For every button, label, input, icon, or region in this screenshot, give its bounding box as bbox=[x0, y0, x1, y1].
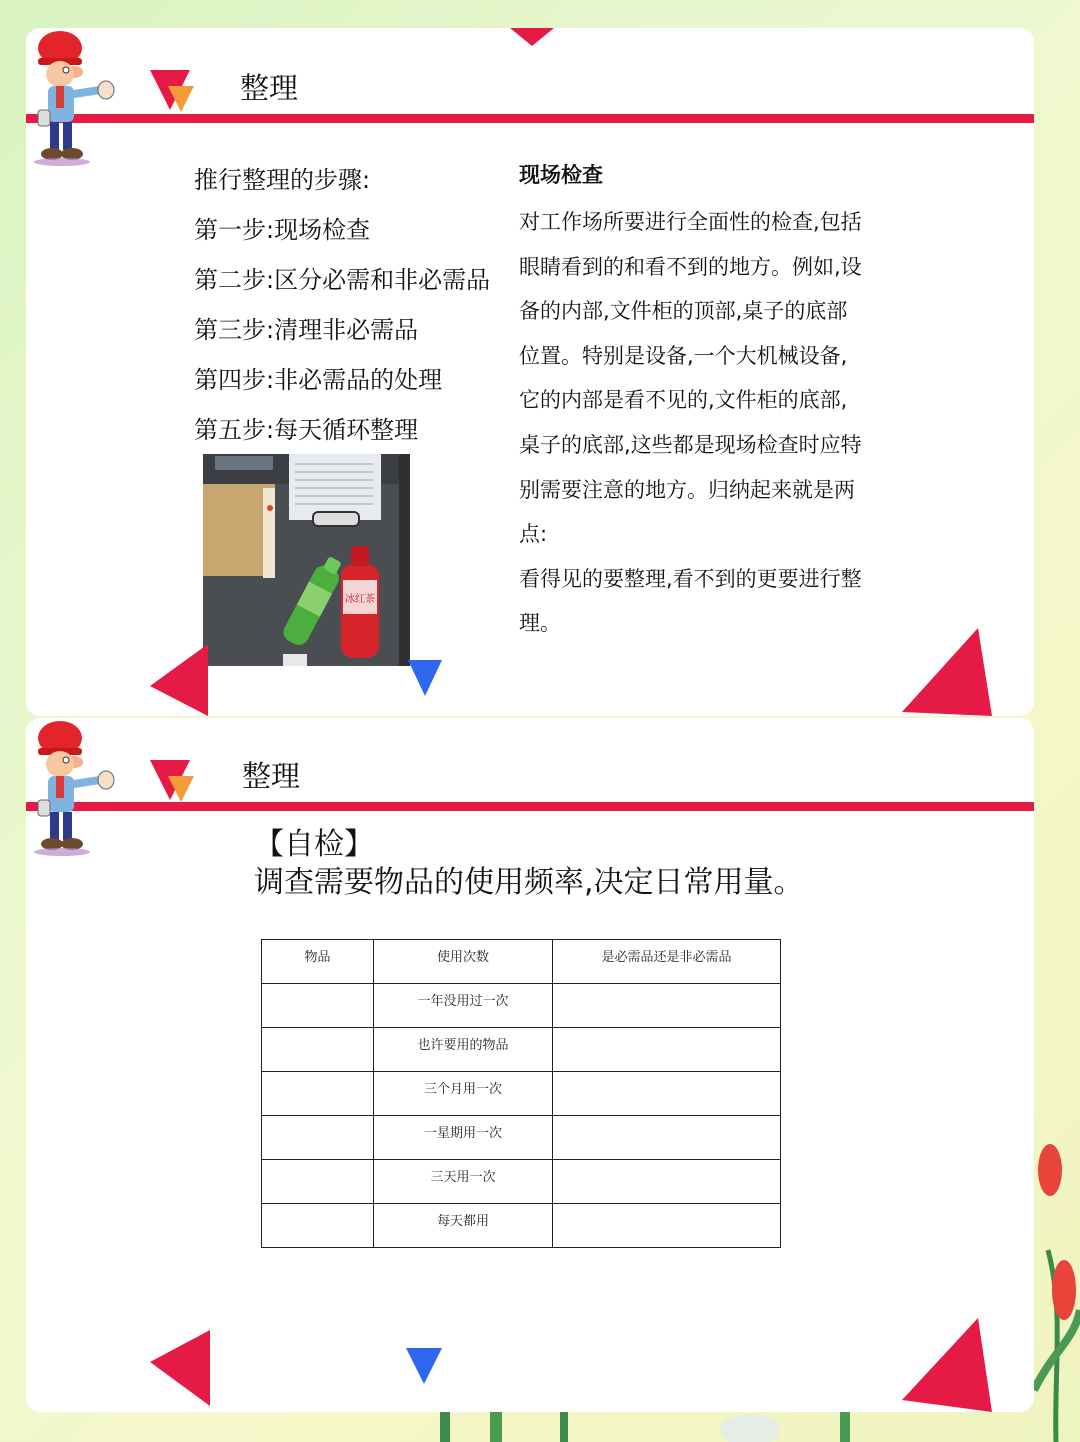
triangle-icon bbox=[150, 644, 210, 716]
table-cell bbox=[553, 1072, 781, 1116]
inspection-line: 它的内部是看不见的,文件柜的底部, bbox=[519, 388, 848, 413]
table-cell: 每天都用 bbox=[374, 1204, 553, 1248]
table-cell bbox=[262, 1116, 374, 1160]
selfcheck-block bbox=[254, 826, 804, 902]
flower-decoration bbox=[420, 1412, 900, 1442]
inspection-text bbox=[519, 158, 869, 646]
table-header-row bbox=[262, 940, 781, 984]
table-header: 使用次数 bbox=[374, 940, 553, 984]
table-row bbox=[262, 1116, 781, 1160]
inspection-line: 备的内部,文件柜的顶部,桌子的底部 bbox=[519, 299, 848, 324]
inspection-line: 看得见的要整理,看不到的更要进行整 bbox=[519, 566, 862, 591]
table-cell bbox=[553, 1160, 781, 1204]
inspection-line: 对工作场所要进行全面性的检查,包括 bbox=[519, 210, 862, 234]
table-row bbox=[262, 1160, 781, 1204]
inspection-line: 位置。特别是设备,一个大机械设备, bbox=[519, 343, 848, 368]
inspection-line: 别需要注意的地方。归纳起来就是两点: bbox=[519, 477, 855, 547]
table-cell bbox=[262, 984, 374, 1028]
table-cell bbox=[553, 1204, 781, 1248]
worker-mascot-icon bbox=[30, 718, 120, 860]
triangle-icon bbox=[902, 628, 994, 716]
table-row bbox=[262, 1028, 781, 1072]
triangle-icon bbox=[408, 658, 444, 696]
bottle-label: 冰红茶 bbox=[345, 594, 375, 605]
title-triangle-icon bbox=[150, 758, 198, 804]
table-header: 物品 bbox=[262, 940, 374, 984]
drawer-photo bbox=[203, 454, 410, 666]
title-triangle-icon bbox=[150, 68, 198, 114]
step-item: 第四步:非必需品的处理 bbox=[194, 366, 443, 394]
slide-2 bbox=[26, 718, 1034, 1412]
inspection-line: 眼睛看到的和看不到的地方。例如,设 bbox=[519, 254, 862, 279]
triangle-icon bbox=[510, 28, 554, 48]
flower-decoration bbox=[1034, 1130, 1080, 1442]
table-cell bbox=[262, 1028, 374, 1072]
steps-heading: 推行整理的步骤: bbox=[194, 166, 371, 194]
step-item: 第三步:清理非必需品 bbox=[194, 316, 419, 344]
steps-list bbox=[194, 160, 490, 460]
table-cell bbox=[553, 1028, 781, 1072]
table-row bbox=[262, 984, 781, 1028]
table-cell: 三个月用一次 bbox=[374, 1072, 553, 1116]
step-item: 第二步:区分必需和非必需品 bbox=[194, 266, 491, 294]
table-cell: 三天用一次 bbox=[374, 1160, 553, 1204]
table-cell: 一年没用过一次 bbox=[374, 984, 553, 1028]
table-cell bbox=[553, 1116, 781, 1160]
table-cell bbox=[262, 1160, 374, 1204]
header-bar bbox=[26, 114, 1034, 123]
table-row bbox=[262, 1204, 781, 1248]
slide-title: 整理 bbox=[240, 71, 299, 105]
step-item: 第一步:现场检查 bbox=[194, 216, 371, 244]
table-cell bbox=[262, 1072, 374, 1116]
selfcheck-text: 调查需要物品的使用频率,决定日常用量。 bbox=[254, 865, 804, 900]
table-header: 是必需品还是非必需品 bbox=[553, 940, 781, 984]
selfcheck-label: 【自检】 bbox=[254, 827, 374, 862]
inspection-line: 桌子的底部,这些都是现场检查时应特 bbox=[519, 432, 862, 457]
table-cell: 一星期用一次 bbox=[374, 1116, 553, 1160]
table-cell: 也许要用的物品 bbox=[374, 1028, 553, 1072]
usage-frequency-table bbox=[261, 939, 781, 1248]
inspection-heading: 现场检查 bbox=[519, 163, 603, 187]
worker-mascot-icon bbox=[30, 28, 120, 170]
table-row bbox=[262, 1072, 781, 1116]
triangle-icon bbox=[150, 1330, 212, 1408]
triangle-icon bbox=[902, 1318, 994, 1412]
slide-1 bbox=[26, 28, 1034, 716]
triangle-icon bbox=[406, 1346, 444, 1386]
step-item: 第五步:每天循环整理 bbox=[194, 416, 419, 444]
table-cell bbox=[262, 1204, 374, 1248]
slide-title: 整理 bbox=[242, 759, 301, 793]
inspection-body bbox=[519, 200, 869, 646]
table-cell bbox=[553, 984, 781, 1028]
inspection-line: 理。 bbox=[519, 611, 561, 636]
